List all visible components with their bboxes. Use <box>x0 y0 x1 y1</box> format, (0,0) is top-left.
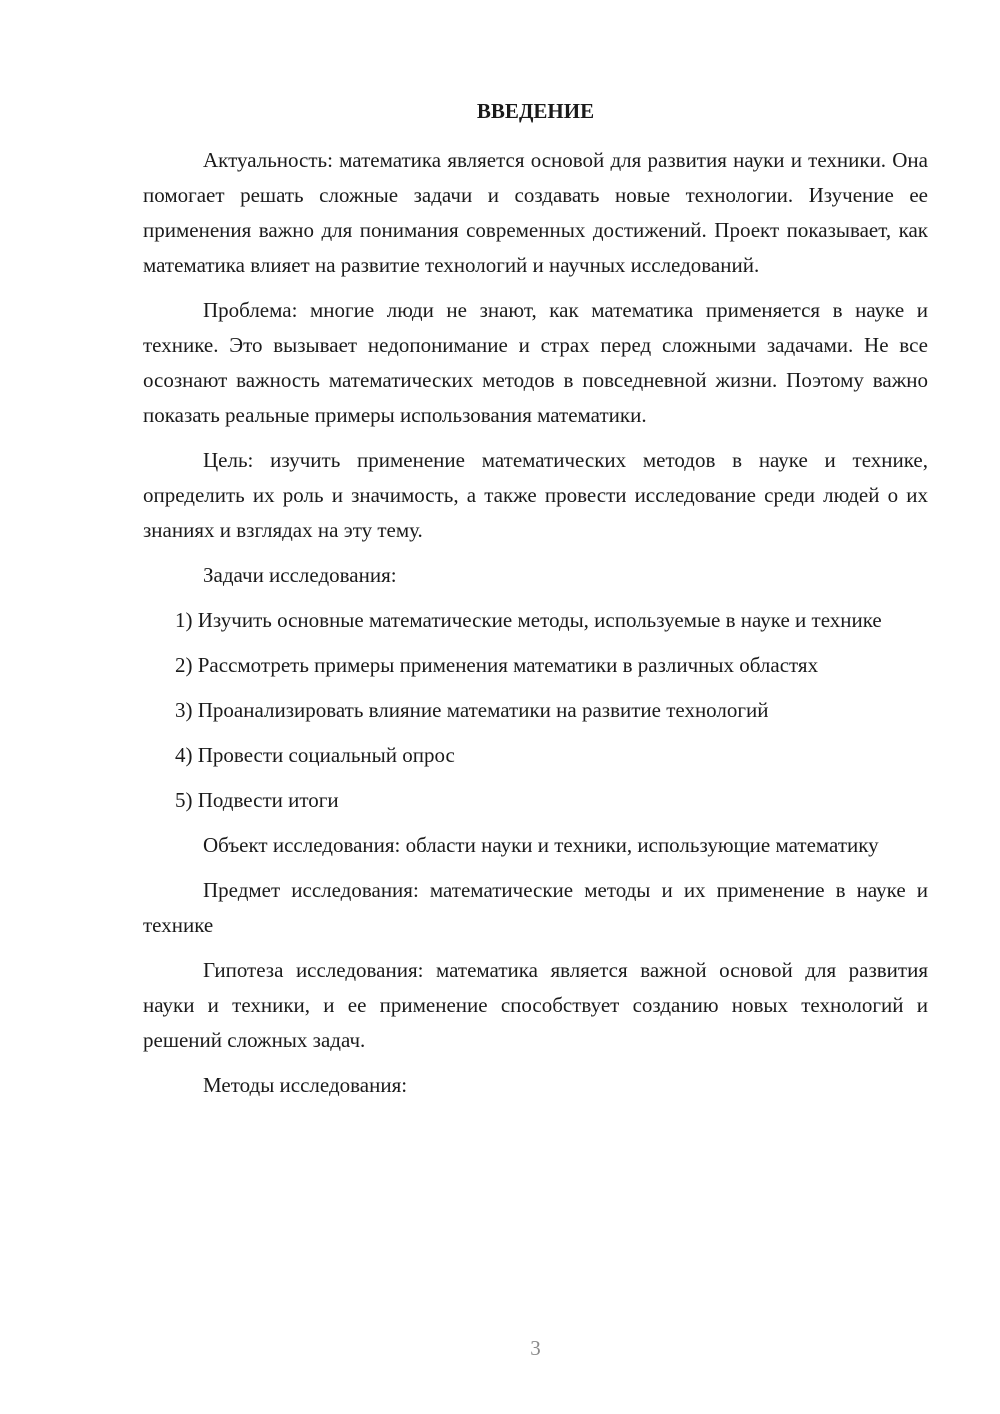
task-item: 4) Провести социальный опрос <box>175 743 455 767</box>
task-item: 5) Подвести итоги <box>175 788 339 812</box>
paragraph-research-hypothesis: Гипотеза исследования: математика является важной основой для развития науки и техники, и ее применение способствует созданию новых технологий и решений сложных задач. <box>143 958 928 1052</box>
document-page <box>143 0 928 1414</box>
task-item: 1) Изучить основные математические методы, используемые в науке и технике <box>175 608 882 632</box>
task-item: 2) Рассмотреть примеры применения математики в различных областях <box>175 653 819 677</box>
paragraph-research-subject: Предмет исследования: математические методы и их применение в науке и технике <box>143 878 928 937</box>
paragraph-goal: Цель: изучить применение математических методов в науке и технике, определить их роль и значимость, а также провести исследование среди людей о их знаниях и взглядах на эту тему. <box>143 448 928 542</box>
page-number: 3 <box>530 1336 541 1360</box>
paragraph-relevance: Актуальность: математика является основой для развития науки и техники. Она помогает решать сложные задачи и создавать новые технологии. Изучение ее применения важно для понимания современных достижений. Проект показывает, как математика влияет на развитие технологий и научных исследований. <box>143 148 928 277</box>
paragraph-problem: Проблема: многие люди не знают, как математика применяется в науке и технике. Это вызывает недопонимание и страх перед сложными задачами. Не все осознают важность математических методов в повседневной жизни. Поэтому важно показать реальные примеры использования математики. <box>143 298 928 427</box>
document-body <box>143 143 928 1113</box>
page-title: ВВЕДЕНИЕ <box>476 99 595 123</box>
paragraph-research-object: Объект исследования: области науки и техники, использующие математику <box>203 833 879 857</box>
task-item: 3) Проанализировать влияние математики на развитие технологий <box>175 698 769 722</box>
paragraph-tasks-heading: Задачи исследования: <box>203 563 397 587</box>
paragraph-research-methods: Методы исследования: <box>203 1073 408 1097</box>
